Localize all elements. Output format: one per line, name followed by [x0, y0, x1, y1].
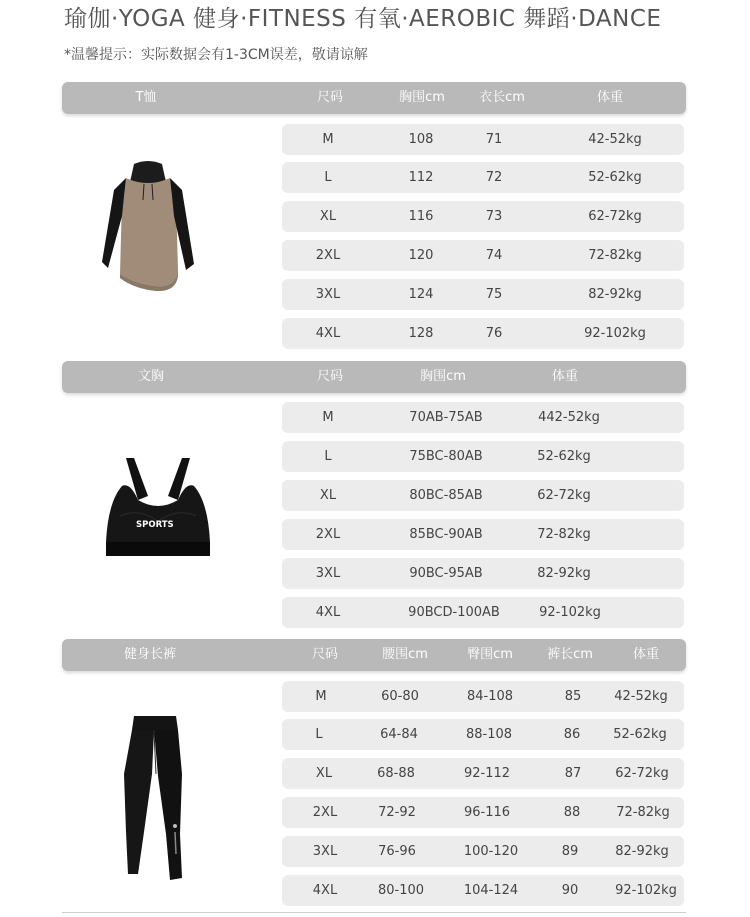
size-cell: 3XL	[315, 287, 341, 302]
header-weight: 体重	[632, 647, 660, 662]
weight-cell: 62-72kg	[537, 488, 591, 503]
hip-cell: 84-108	[466, 689, 514, 704]
table-row	[282, 836, 684, 867]
size-cell: XL	[319, 488, 337, 503]
weight-cell: 52-62kg	[588, 170, 642, 185]
bust-cell: 116	[408, 209, 434, 224]
bust-cell: 120	[408, 248, 434, 263]
weight-cell: 72-82kg	[537, 527, 591, 542]
weight-cell: 92-102kg	[539, 605, 601, 620]
table-row	[282, 240, 684, 271]
size-cell: 4XL	[312, 883, 338, 898]
length-cell: 86	[563, 727, 581, 742]
length-cell: 76	[485, 326, 503, 341]
hip-cell: 92-112	[463, 766, 511, 781]
size-cell: M	[322, 410, 334, 425]
tshirt-table-header	[62, 82, 686, 114]
table-row	[282, 681, 684, 712]
weight-cell: 72-82kg	[616, 805, 670, 820]
tshirt-image	[96, 160, 200, 292]
table-row	[282, 480, 684, 511]
size-cell: 2XL	[315, 527, 341, 542]
leggings-image	[116, 714, 192, 884]
header-weight: 体重	[596, 90, 624, 105]
weight-cell: 42-52kg	[614, 689, 668, 704]
weight-cell: 52-62kg	[613, 727, 667, 742]
weight-cell: 82-92kg	[615, 844, 669, 859]
size-cell: L	[324, 449, 332, 464]
table-row	[282, 719, 684, 750]
weight-cell: 92-102kg	[584, 326, 646, 341]
header-size: 尺码	[316, 90, 344, 105]
waist-cell: 76-96	[378, 844, 416, 859]
table-row	[282, 519, 684, 550]
length-cell: 90	[561, 883, 579, 898]
weight-cell: 62-72kg	[588, 209, 642, 224]
waist-cell: 72-92	[378, 805, 416, 820]
bust-cell: 90BC-95AB	[409, 566, 483, 581]
table-row	[282, 279, 684, 310]
page-title: 瑜伽·YOGA 健身·FITNESS 有氧·AEROBIC 舞蹈·DANCE	[64, 6, 662, 32]
size-cell: 3XL	[312, 844, 338, 859]
size-cell: 4XL	[315, 326, 341, 341]
weight-cell: 52-62kg	[537, 449, 591, 464]
length-cell: 87	[564, 766, 582, 781]
header-length: 裤长cm	[547, 647, 593, 662]
table-row	[282, 875, 684, 906]
size-cell: L	[324, 170, 332, 185]
bust-cell: 70AB-75AB	[409, 410, 483, 425]
hip-cell: 88-108	[465, 727, 513, 742]
length-cell: 88	[563, 805, 581, 820]
header-weight: 体重	[551, 369, 579, 384]
bust-cell: 75BC-80AB	[409, 449, 483, 464]
bottom-divider	[62, 912, 686, 913]
table-row	[282, 558, 684, 589]
bra-table-header	[62, 361, 686, 393]
table-row	[282, 201, 684, 232]
table-row	[282, 441, 684, 472]
header-product: 文胸	[137, 369, 165, 384]
table-row	[282, 124, 684, 155]
table-row	[282, 797, 684, 828]
bust-cell: 128	[408, 326, 434, 341]
header-bust: 胸围cm	[420, 369, 466, 384]
header-bust: 胸围cm	[399, 90, 445, 105]
weight-cell: 72-82kg	[588, 248, 642, 263]
bust-cell: 112	[408, 170, 434, 185]
table-row	[282, 318, 684, 349]
size-cell: 2XL	[312, 805, 338, 820]
table-row	[282, 597, 684, 628]
table-row	[282, 162, 684, 193]
bust-cell: 85BC-90AB	[409, 527, 483, 542]
length-cell: 89	[561, 844, 579, 859]
header-waist: 腰围cm	[382, 647, 428, 662]
size-cell: M	[322, 132, 334, 147]
header-length: 衣长cm	[479, 90, 525, 105]
bra-logo-text: SPORTS	[136, 520, 174, 530]
weight-cell: 62-72kg	[615, 766, 669, 781]
size-cell: 4XL	[315, 605, 341, 620]
bust-cell: 124	[408, 287, 434, 302]
weight-cell: 442-52kg	[538, 410, 600, 425]
length-cell: 73	[485, 209, 503, 224]
size-cell: L	[315, 727, 323, 742]
weight-cell: 92-102kg	[615, 883, 677, 898]
sports-bra-image	[102, 456, 214, 560]
bust-cell: 108	[408, 132, 434, 147]
header-size: 尺码	[316, 369, 344, 384]
waist-cell: 68-88	[377, 766, 415, 781]
waist-cell: 64-84	[380, 727, 418, 742]
table-row	[282, 758, 684, 789]
bust-cell: 90BCD-100AB	[408, 605, 500, 620]
size-cell: 3XL	[315, 566, 341, 581]
size-notice: *温馨提示：实际数据会有1-3CM误差，敬请谅解	[64, 47, 368, 63]
length-cell: 71	[485, 132, 503, 147]
weight-cell: 42-52kg	[588, 132, 642, 147]
waist-cell: 60-80	[381, 689, 419, 704]
size-cell: 2XL	[315, 248, 341, 263]
leggings-table-header	[62, 639, 686, 671]
table-row	[282, 402, 684, 433]
hip-cell: 104-124	[463, 883, 519, 898]
weight-cell: 82-92kg	[588, 287, 642, 302]
length-cell: 85	[564, 689, 582, 704]
length-cell: 74	[485, 248, 503, 263]
header-hip: 臀围cm	[467, 647, 513, 662]
header-product: T恤	[135, 90, 157, 105]
size-cell: XL	[319, 209, 337, 224]
weight-cell: 82-92kg	[537, 566, 591, 581]
size-cell: M	[315, 689, 327, 704]
hip-cell: 96-116	[463, 805, 511, 820]
length-cell: 72	[485, 170, 503, 185]
header-product: 健身长裤	[123, 647, 177, 662]
hip-cell: 100-120	[463, 844, 519, 859]
size-cell: XL	[315, 766, 333, 781]
bust-cell: 80BC-85AB	[409, 488, 483, 503]
waist-cell: 80-100	[377, 883, 425, 898]
length-cell: 75	[485, 287, 503, 302]
header-size: 尺码	[311, 647, 339, 662]
